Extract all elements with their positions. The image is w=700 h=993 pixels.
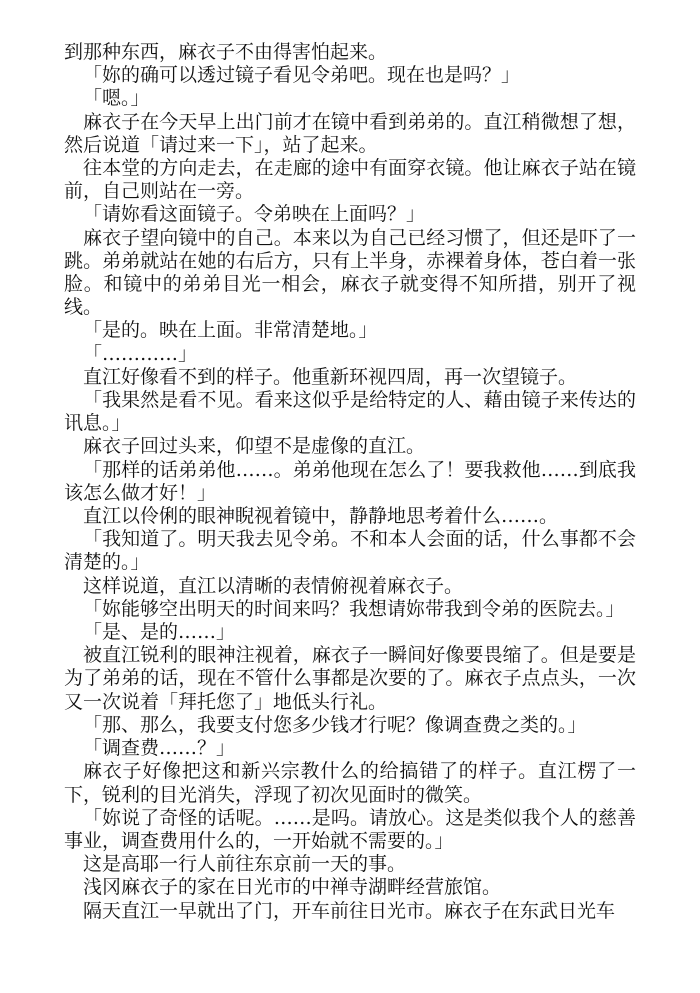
paragraph: 「妳的确可以透过镜子看见令弟吧。现在也是吗？」 <box>83 64 521 87</box>
document-page <box>64 41 636 923</box>
paragraph: 「妳能够空出明天的时间来吗？我想请妳带我到令弟的医院去。」 <box>83 597 625 620</box>
paragraph: 麻衣子好像把这和新兴宗教什么的给搞错了的样子。直江楞了一下，锐利的目光消失，浮现了初次见面时的微笑。 <box>64 760 636 806</box>
paragraph: 「嗯。」 <box>83 87 150 110</box>
paragraph: 隔天直江一早就出了门，开车前往日光市。麻衣子在东武日光车 <box>83 899 616 922</box>
paragraph: 「妳说了奇怪的话呢。……是吗。请放心。这是类似我个人的慈善事业，调查费用什么的，一开始就不需要的。」 <box>64 806 636 852</box>
paragraph: 「那、那么，我要支付您多少钱才行呢？像调查费之类的。」 <box>83 713 587 736</box>
paragraph: 往本堂的方向走去，在走廊的途中有面穿衣镜。他让麻衣子站在镜前，自己则站在一旁。 <box>64 157 636 203</box>
paragraph: 被直江锐利的眼神注视着，麻衣子一瞬间好像要畏缩了。但是要是为了弟弟的话，现在不管什么事都是次要的了。麻衣子点点头，一次又一次说着「拜托您了」地低头行礼。 <box>64 644 636 713</box>
paragraph: 「是的。映在上面。非常清楚地。」 <box>83 319 378 342</box>
paragraph: 麻衣子望向镜中的自己。本来以为自己已经习惯了，但还是吓了一跳。弟弟就站在她的右后方，只有上半身，赤裸着身体，苍白着一张脸。和镜中的弟弟目光一相会，麻衣子就变得不知所措，别开了视线。 <box>64 226 636 319</box>
paragraph: 这样说道，直江以清晰的表情俯视着麻衣子。 <box>83 574 464 597</box>
paragraph: 「是、是的……」 <box>83 621 236 644</box>
paragraph: 直江好像看不到的样子。他重新环视四周，再一次望镜子。 <box>83 365 578 388</box>
paragraph: 这是高耶一行人前往东京前一天的事。 <box>83 853 407 876</box>
paragraph: 麻衣子回过头来，仰望不是虚像的直江。 <box>83 435 426 458</box>
paragraph: 「调查费……？」 <box>83 737 236 760</box>
paragraph: 到那种东西，麻衣子不由得害怕起来。 <box>64 41 388 63</box>
paragraph: 「我果然是看不见。看来这似乎是给特定的人、藉由镜子来传达的讯息。」 <box>64 389 636 435</box>
paragraph: 「请妳看这面镜子。令弟映在上面吗？」 <box>83 203 426 226</box>
paragraph: 麻衣子在今天早上出门前才在镜中看到弟弟的。直江稍微想了想，然后说道「请过来一下」，站了起来。 <box>64 110 636 156</box>
paragraph: 「那样的话弟弟他……。弟弟他现在怎么了！要我救他……到底我该怎么做才好！」 <box>64 458 636 504</box>
paragraph: 直江以伶俐的眼神睨视着镜中，静静地思考着什么……。 <box>83 505 559 528</box>
paragraph: 「…………」 <box>83 342 198 365</box>
paragraph: 浅冈麻衣子的家在日光市的中禅寺湖畔经营旅馆。 <box>83 876 502 899</box>
paragraph: 「我知道了。明天我去见令弟。不和本人会面的话，什么事都不会清楚的。」 <box>64 528 636 574</box>
